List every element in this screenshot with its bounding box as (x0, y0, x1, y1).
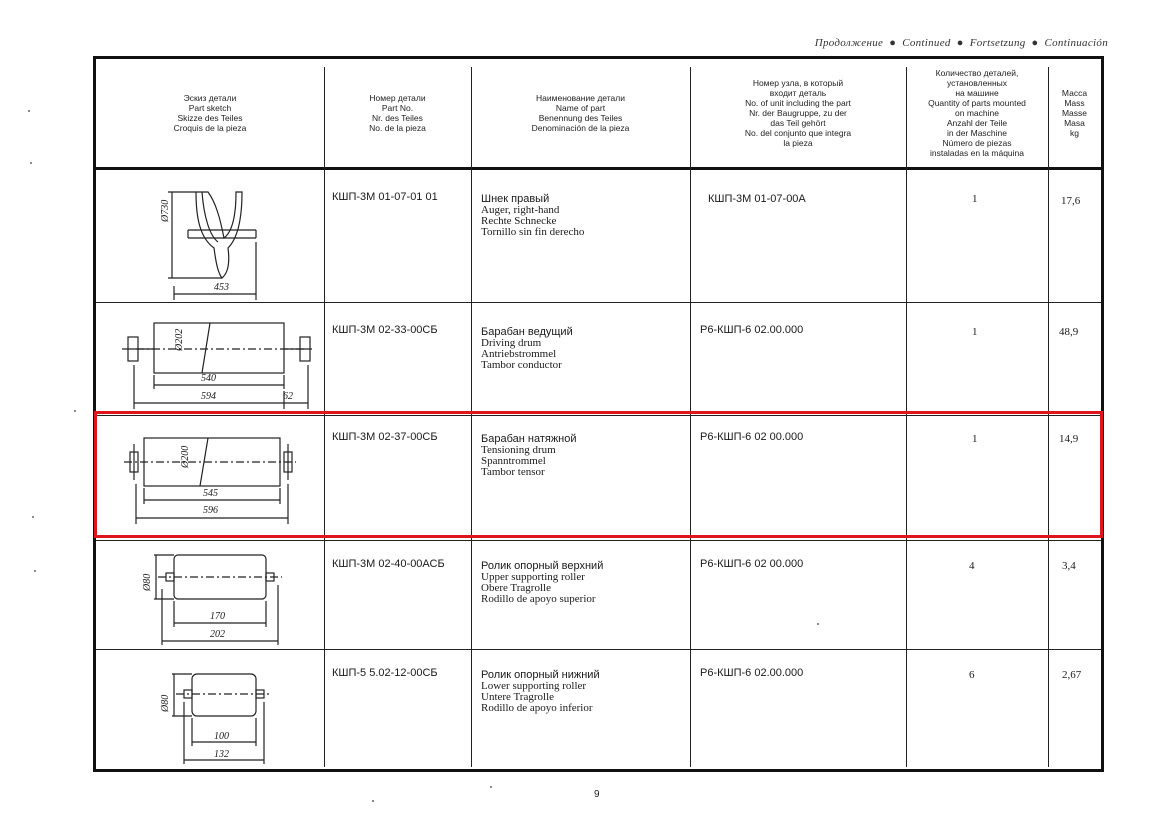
length-label: 545 (203, 488, 218, 499)
part-number: КШП-3М 01-07-01 01 (332, 191, 438, 203)
length-label: 596 (203, 505, 218, 516)
table-row (96, 541, 1101, 649)
header-unit-no: Номер узла, в который входит деталь No. of unit including the part Nr. der Baugruppe, zu der das Teil gehört No. del conjunto que integra la pieza (744, 78, 852, 148)
length-label: 540 (201, 373, 216, 384)
speck (817, 623, 819, 625)
page-number: 9 (594, 789, 600, 800)
lower-roller-sketch (156, 660, 316, 768)
mass: 17,6 (1061, 195, 1081, 207)
header-quantity: Количество деталей, установленных на машине Quantity of parts mounted on machine Anzahl der Teile in der Maschine Número de piezas instaladas en la máquina (928, 68, 1026, 158)
quantity: 4 (969, 560, 975, 572)
unit-number: Р6-КШП-6 02.00.000 (700, 324, 804, 336)
quantity: 6 (969, 669, 975, 681)
speck (34, 570, 36, 572)
continued-ru: Продолжение (814, 37, 884, 49)
mass: 14,9 (1059, 433, 1079, 445)
table-row (96, 650, 1101, 769)
speck (32, 516, 34, 518)
diameter-label: Ø80 (160, 694, 171, 712)
speck (30, 162, 32, 164)
tensioning-drum-sketch (120, 424, 320, 534)
parts-table (93, 56, 1104, 772)
continued-de: Fortsetzung (969, 37, 1026, 49)
table-row (96, 170, 1101, 302)
speck (74, 410, 76, 412)
table-row (96, 416, 1101, 540)
mass: 2,67 (1062, 669, 1082, 681)
continued-en: Continued (902, 37, 951, 49)
table-row (96, 303, 1101, 415)
mass: 48,9 (1059, 326, 1079, 338)
quantity: 1 (972, 433, 978, 445)
part-name: Ролик опорный верхний Upper supporting roller Obere Tragrolle Rodillo de apoyo superior (481, 560, 604, 605)
bullet-icon: ● (956, 37, 964, 49)
length-label: 453 (214, 282, 229, 293)
length-label: 132 (214, 749, 229, 760)
speck (490, 786, 492, 788)
quantity: 1 (972, 193, 978, 205)
unit-number: Р6-КШП-6 02 00.000 (700, 558, 804, 570)
part-number: КШП-3М 02-33-00СБ (332, 324, 438, 336)
speck (372, 800, 374, 802)
header-sketch: Эскиз детали Part sketch Skizze des Teiles Croquis de la pieza (173, 93, 247, 133)
diameter-label: Ø200 (180, 445, 191, 468)
length-label: 202 (210, 629, 225, 640)
quantity: 1 (972, 326, 978, 338)
length-label: 170 (210, 611, 225, 622)
length-label: 100 (214, 731, 229, 742)
diameter-label: Ø80 (142, 573, 153, 591)
diameter-label: Ø202 (174, 328, 185, 351)
part-number: КШП-5 5.02-12-00СБ (332, 667, 438, 679)
header-part-no: Номер детали Part No. Nr. des Teiles No. de la pieza (369, 93, 426, 133)
unit-number: КШП-3М 01-07-00А (708, 193, 806, 205)
header-name: Наименование детали Name of part Benennung des Teiles Denominación de la pieza (531, 93, 630, 133)
part-number: КШП-3М 02-37-00СБ (332, 431, 438, 443)
diameter-label: Ø730 (160, 199, 171, 222)
header-mass: Масса Mass Masse Masa kg (1061, 88, 1088, 138)
part-name: Ролик опорный нижний Lower supporting roller Untere Tragrolle Rodillo de apoyo inferior (481, 669, 600, 714)
unit-number: Р6-КШП-6 02.00.000 (700, 667, 804, 679)
length-label: 62 (283, 391, 293, 402)
part-name: Барабан натяжной Tensioning drum Spanntrommel Tambor tensor (481, 433, 577, 478)
continued-note (815, 37, 1108, 49)
part-name: Барабан ведущий Driving drum Antriebstrommel Tambor conductor (481, 326, 573, 371)
table-header (96, 59, 1101, 170)
bullet-icon: ● (889, 37, 897, 49)
mass: 3,4 (1062, 560, 1076, 572)
continued-es: Continuación (1044, 37, 1108, 49)
part-number: КШП-3М 02-40-00АСБ (332, 558, 445, 570)
speck (28, 110, 30, 112)
unit-number: Р6-КШП-6 02 00.000 (700, 431, 804, 443)
part-name: Шнек правый Auger, right-hand Rechte Schnecke Tornillo sin fin derecho (481, 193, 585, 238)
length-label: 594 (201, 391, 216, 402)
upper-roller-sketch (136, 549, 316, 649)
bullet-icon: ● (1031, 37, 1039, 49)
